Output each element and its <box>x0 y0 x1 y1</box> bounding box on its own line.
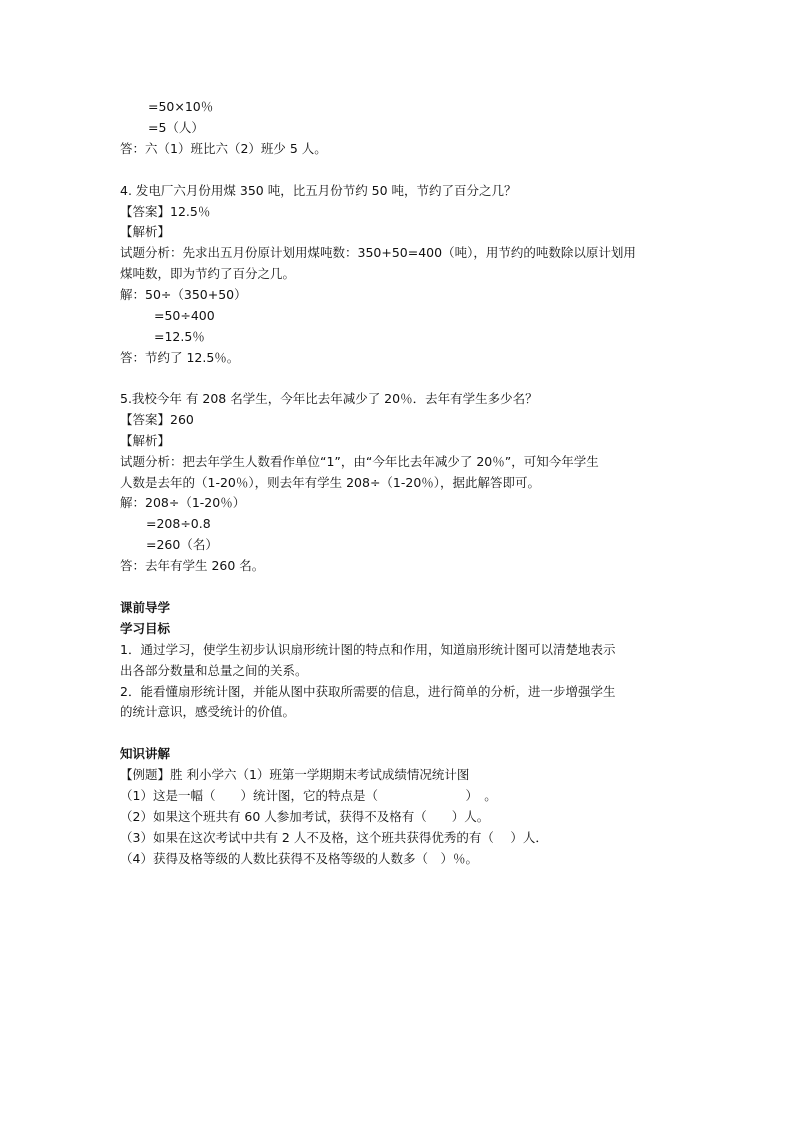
q3-answer: 答：六（1）班比六（2）班少 5 人。 <box>120 141 327 156</box>
q4-analysis-line-1: 试题分析：先求出五月份原计划用煤吨数：350+50=400（吨），用节约的吨数除以原计划用 <box>120 245 636 260</box>
preview-heading: 课前导学 <box>120 600 171 615</box>
q4-solve-line-2: =50÷400 <box>154 308 215 323</box>
q5-solve-line-1: 解：208÷（1-20％） <box>120 495 246 510</box>
q4-question: 4. 发电厂六月份用煤 350 吨，比五月份节约 50 吨，节约了百分之几？ <box>120 183 517 198</box>
example-item-1: （1）这是一幅（ ）统计图，它的特点是（ ） 。 <box>120 788 497 803</box>
q4-solve-line-3: =12.5％ <box>154 329 205 344</box>
example-item-4: （4）获得及格等级的人数比获得不及格等级的人数多（ ）％。 <box>120 851 478 866</box>
goal-1-line-2: 出各部分数量和总量之间的关系。 <box>120 663 308 678</box>
goal-2-line-1: 2．能看懂扇形统计图，并能从图中获取所需要的信息，进行简单的分析，进一步增强学生 <box>120 684 616 699</box>
q5-analysis-label: 【解析】 <box>120 433 171 448</box>
q5-answer-label: 【答案】260 <box>120 412 194 427</box>
q5-solve-line-2: =208÷0.8 <box>146 516 211 531</box>
example-item-2: （2）如果这个班共有 60 人参加考试，获得不及格有（ ）人。 <box>120 809 490 824</box>
q4-analysis-line-2: 煤吨数，即为节约了百分之几。 <box>120 266 296 281</box>
q4-solve-line-1: 解：50÷（350+50） <box>120 287 247 302</box>
q3-calc-line-1: =50×10％ <box>148 99 214 114</box>
q5-solve-line-3: =260（名） <box>146 537 218 552</box>
knowledge-heading: 知识讲解 <box>120 746 171 761</box>
example-item-3: （3）如果在这次考试中共有 2 人不及格，这个班共获得优秀的有（ ）人． <box>120 830 548 845</box>
q5-answer: 答：去年有学生 260 名。 <box>120 558 265 573</box>
goal-2-line-2: 的统计意识，感受统计的价值。 <box>120 704 296 719</box>
goal-1-line-1: 1．通过学习，使学生初步认识扇形统计图的特点和作用，知道扇形统计图可以清楚地表示 <box>120 642 616 657</box>
q5-question: 5.我校今年 有 208 名学生，今年比去年减少了 20％．去年有学生多少名？ <box>120 391 538 406</box>
q3-calc-line-2: =5（人） <box>148 120 204 135</box>
goals-heading: 学习目标 <box>120 621 171 636</box>
q4-answer: 答：节约了 12.5％。 <box>120 350 240 365</box>
example-title: 【例题】胜 利小学六（1）班第一学期期末考试成绩情况统计图 <box>120 767 470 782</box>
q4-analysis-label: 【解析】 <box>120 224 171 239</box>
q4-answer-label: 【答案】12.5％ <box>120 204 211 219</box>
q5-analysis-line-1: 试题分析：把去年学生人数看作单位“1”，由“今年比去年减少了 20％”，可知今年学生 <box>120 454 599 469</box>
q5-analysis-line-2: 人数是去年的（1-20％），则去年有学生 208÷（1-20％），据此解答即可。 <box>120 475 541 490</box>
